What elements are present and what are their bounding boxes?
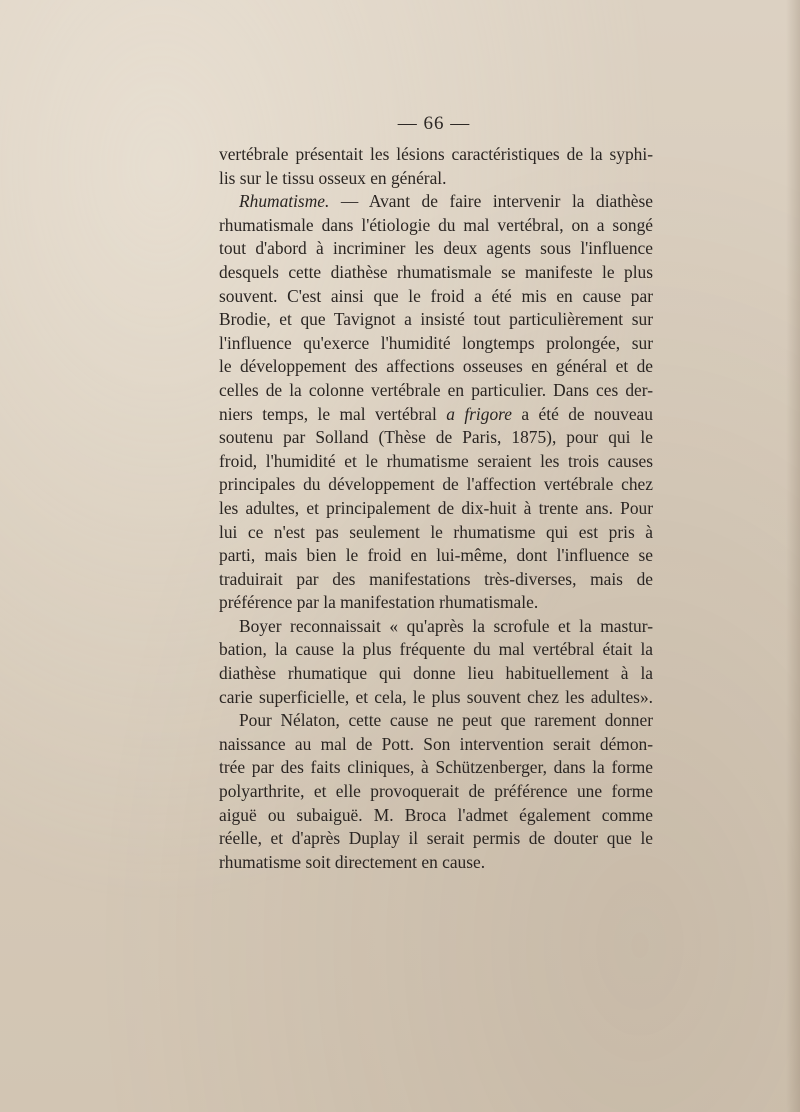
text-line-31: rhumatisme soit directement en cause. [219,851,486,872]
text-line-13: soutenu par Solland (Thèse de Paris, 1875), pour qui le [219,427,653,448]
text-line-23: diathèse rhumatique qui donne lieu habituellement à la [219,663,653,684]
text-line-10: le développement des affections osseuses en général et de [219,356,653,377]
text-line-15: principales du développement de l'affection vertébrale chez [219,474,653,495]
term-a-frigore: a frigore [446,403,512,424]
text-line-12-start: niers temps, le mal vertébral [219,403,437,424]
text-line-3-rest: Avant de faire intervenir la diathèse [368,191,653,212]
text-line-30: réelle, et d'après Duplay il serait permis de douter que le [219,828,653,849]
text-line-12 [219,403,653,427]
text-line-28: polyarthrite, et elle provoquerait de préférence une forme [219,781,653,802]
text-line-26: naissance au mal de Pott. Son intervention serait démon- [219,733,653,754]
text-line-24: carie superficielle, et cela, le plus souvent chez les adultes». [219,686,653,707]
text-line-1: vertébrale présentait les lésions caractéristiques de la syphi- [219,144,653,164]
text-line-19: traduirait par des manifestations très-diverses, mais de [219,568,653,589]
text-line-6: desquels cette diathèse rhumatismale se manifeste le plus [219,261,653,282]
section-heading-rhumatisme: Rhumatisme. [239,191,330,212]
text-line-8: Brodie, et que Tavignot a insisté tout particulièrement sur [219,309,653,330]
text-line-11: celles de la colonne vertébrale en particulier. Dans ces der- [219,379,653,400]
page-edge-shadow [786,0,800,1112]
text-line-16: les adultes, et principalement de dix-huit à trente ans. Pour [219,497,653,518]
text-line-9: l'influence qu'exerce l'humidité longtemps prolongée, sur [219,332,653,353]
text-line-7: souvent. C'est ainsi que le froid a été mis en cause par [219,285,653,306]
text-line-29: aiguë ou subaiguë. M. Broca l'admet également comme [219,804,653,825]
text-line-27: trée par des faits cliniques, à Schützenberger, dans la forme [219,757,653,778]
text-line-3 [219,190,653,214]
text-line-12-end: a été de nouveau [521,403,653,424]
text-line-5: tout d'abord à incriminer les deux agents sous l'influence [219,238,653,259]
text-line-21: Boyer reconnaissait « qu'après la scrofule et la mastur- [239,615,653,636]
text-line-4: rhumatismale dans l'étiologie du mal vertébral, on a songé [219,214,653,235]
text-line-18: parti, mais bien le froid en lui-même, dont l'influence se [219,545,653,566]
text-line-2: lis sur le tissu osseux en général. [219,167,447,188]
heading-dash: — [340,191,359,212]
text-line-25: Pour Nélaton, cette cause ne peut que rarement donner [239,710,653,731]
page-number: — 66 — [397,113,471,134]
text-line-22: bation, la cause la plus fréquente du mal vertébral était la [219,639,653,660]
text-line-14: froid, l'humidité et le rhumatisme seraient les trois causes [219,450,653,471]
text-line-17: lui ce n'est pas seulement le rhumatisme qui est pris à [219,521,653,542]
body-text [219,143,653,874]
text-line-20: préférence par la manifestation rhumatismale. [219,592,539,613]
